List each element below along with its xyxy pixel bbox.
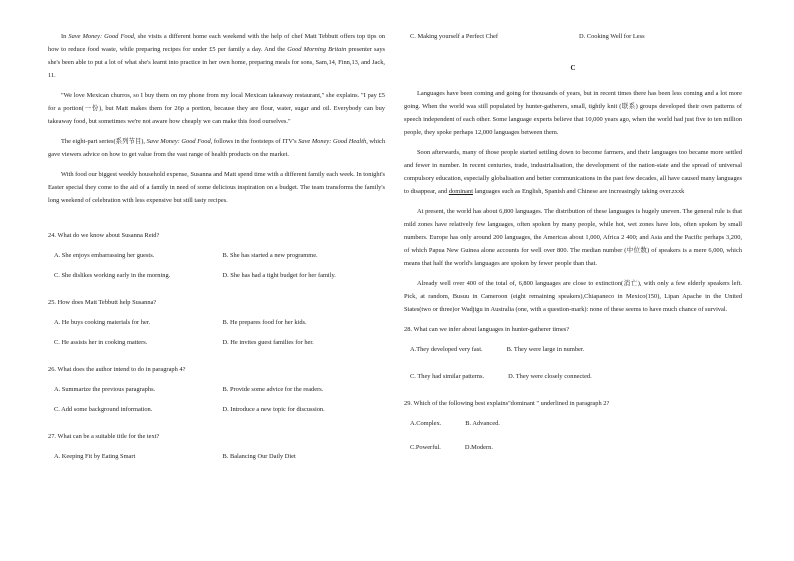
question-stem: 27. What can be a suitable title for the text?: [48, 433, 160, 440]
paragraph: Soon afterwards, many of those people started settling down to become farmers, and their languages too became more settled and fewer in number. In recent centuries, trade, industrialisation, the development of the nation-state and the spread of universal compulsory education, especially globalisation and better communications in the past few decades, all have caused many languages to disappear, and dominant languages such as English, Spanish and Chinese are increasingly taking over.zxxk: [404, 149, 742, 195]
option: A. She enjoys embarrassing her guests.: [54, 252, 155, 259]
option: D. He invites guest families for her.: [222, 339, 314, 346]
option: C. He assists her in cooking matters.: [54, 339, 148, 346]
option: A.Complex.: [410, 420, 442, 427]
option: B. They were large in number.: [506, 346, 585, 353]
right-column: [404, 30, 742, 465]
options: [404, 30, 742, 50]
options: [404, 417, 742, 441]
option: A. Keeping Fit by Eating Smart: [54, 453, 136, 460]
option: A.They developed very fast.: [410, 346, 483, 353]
option: D. They were closely connected.: [508, 373, 592, 380]
option: A. Summarize the previous paragraphs.: [54, 386, 156, 393]
question-stem: 29. Which of the following best explains"dominant " underlined in paragraph 2?: [404, 400, 610, 407]
options: [404, 370, 742, 390]
options: [48, 383, 385, 423]
show-title: Good Morning Britain: [287, 46, 347, 53]
question-stem: 26. What does the author intend to do in paragraph 4?: [48, 366, 186, 373]
left-column: [48, 30, 385, 477]
option: D. She has had a tight budget for her family.: [222, 272, 336, 279]
paragraph: Already well over 400 of the total of, 6,800 languages are close to extinction(消亡), with only a few elderly speakers left. Pick, at random, Busuu in Cameroon (eight remaining speakers),Chiapaneco in Mexico(150), Lipan Apache in the United States(two or three)or Wadjigu in Australia (one, with a question-mark): none of these seems to have much chance of survival.: [404, 280, 742, 313]
option: B. Balancing Our Daily Diet: [222, 453, 296, 460]
show-title: Save Money: Good Food: [68, 33, 134, 40]
option: D. Introduce a new topic for discussion.: [222, 406, 325, 413]
show-title: Save Money: Good Health: [298, 138, 367, 145]
options: [48, 450, 385, 470]
options: [404, 343, 742, 363]
paragraph: "We love Mexican churros, so I buy them on my phone from my local Mexican takeaway restaurant," she explains. "I pay £5 for a portion(一份), but Matt makes them for 26p a portion, because they are flour, water, sugar and oil. Everybody can buy takeaway food, but sometimes we're not aware how cheaply we can make this food ourselves.": [48, 92, 385, 125]
options: [48, 316, 385, 356]
option: C. Add some background information.: [54, 406, 153, 413]
option: B. He prepares food for her kids.: [222, 319, 307, 326]
options: [404, 441, 742, 465]
question-stem: 25. How does Matt Tebbutt help Susanna?: [48, 299, 157, 306]
option: D.Modern.: [464, 444, 493, 451]
question-stem: 28. What can we infer about languages in hunter-gatherer times?: [404, 326, 570, 333]
option: C.Powerful.: [410, 444, 441, 451]
show-title: Save Money: Good Food: [146, 138, 211, 145]
option: B. Provide some advice for the readers.: [222, 386, 324, 393]
paragraph: With food our biggest weekly household expense, Susanna and Matt spend time with a different family each week. In tonight's Easter special they come to the aid of a family in need of some delicious inspiration on a budget. The team transforms the family's long weekend of celebration with less expensive but still tasty recipes.: [48, 171, 385, 204]
option: C. They had similar patterns.: [410, 373, 485, 380]
question-stem: 24. What do we know about Susanna Reid?: [48, 232, 160, 239]
passage-label: C: [570, 64, 576, 72]
paragraph: At present, the world has about 6,800 languages. The distribution of these languages is hugely uneven. The general rule is that mild zones have relatively few languages, often spoken by many people, while hot, wet zones have lots, often spoken by small numbers. Europe has only around 200 languages, the Americas about 1,000, Africa 2 400; and Asia and the Pacific perhaps 3,200, of which Papua New Guinea alone accounts for well over 800. The median number (中位数) of speakers is a mere 6,000, which means that half the world's languages are spoken by fewer people than that.: [404, 208, 742, 267]
underlined-word: dominant: [448, 188, 473, 195]
option: C. Making yourself a Perfect Chef: [410, 33, 499, 40]
option: D. Cooking Well for Less: [579, 33, 645, 40]
option: B. Advanced.: [465, 420, 500, 427]
options: [48, 249, 385, 289]
option: B. She has started a new programme.: [222, 252, 318, 259]
option: A. He buys cooking materials for her.: [54, 319, 151, 326]
paragraph: The eight-part series(系列节目), Save Money: Good Food, follows in the footsteps of ITV's Save Money: Good Health, which gave viewers advice on how to get value from the vast range of health products on the market.: [48, 138, 386, 158]
paragraph: In Save Money: Good Food, she visits a different home each weekend with the help of chef Matt Tebbutt offers top tips on how to reduce food waste, while preparing recipes for under £5 per family a day. And the Good Morning Britain presenter says she's been able to put a lot of what she's learnt into practice in her own home, preparing meals for sons, Sam,14, Finn,13, and Jack, 11.: [48, 33, 386, 79]
option: C. She dislikes working early in the morning.: [54, 272, 171, 279]
paragraph: Languages have been coming and going for thousands of years, but in recent times there has been less coming and a lot more going. When the world was still populated by hunter-gatherers, small, tightly knit (联系) groups developed their own patterns of speech independent of each other. Some language experts believe that 10,000 years ago, when the world had just five to ten million people, they spoke perhaps 12,000 languages between them.: [404, 90, 742, 136]
